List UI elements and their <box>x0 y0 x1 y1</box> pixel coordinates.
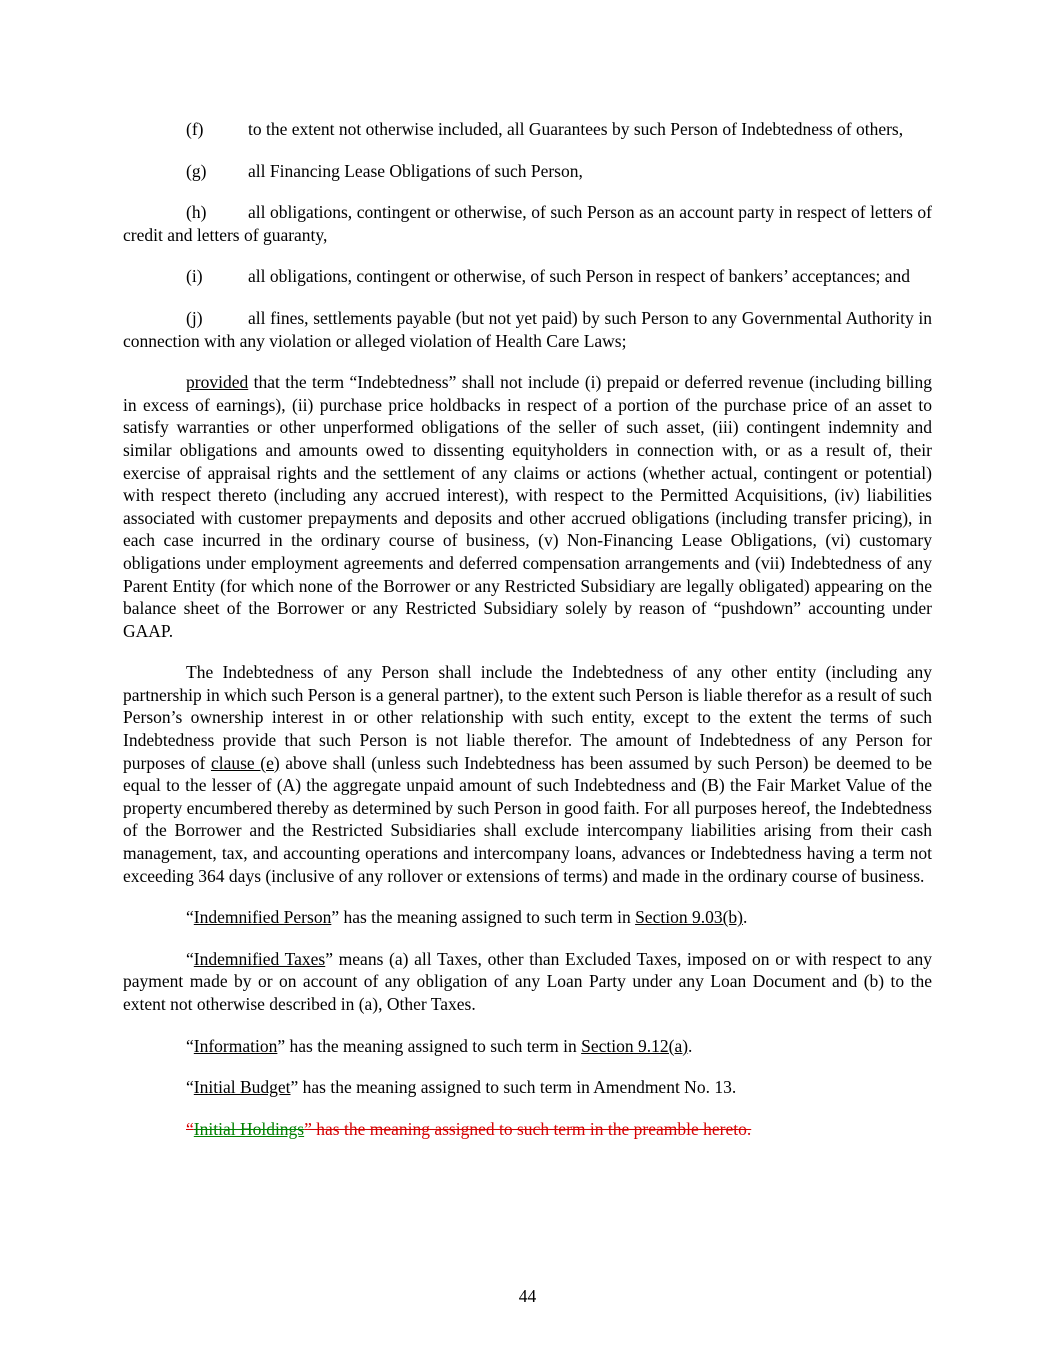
clause-label: (h) <box>186 202 207 223</box>
text-segment: “ <box>186 1035 194 1056</box>
text-segment: ” has the meaning assigned to such term in Amendment No. 13. <box>290 1077 737 1098</box>
text-segment: ” has the meaning assigned to such term in the preamble hereto. <box>304 1118 752 1139</box>
defined-term: Section 9.12(a) <box>581 1035 689 1056</box>
text-segment: “ <box>186 1118 194 1139</box>
text-segment: ” has the meaning assigned to such term in <box>331 907 636 928</box>
text-segment: The Indebtedness of any Person shall include the Indebtedness of any other entity (including any partnership in which such Person is a general partner), to the extent such Person is liable therefor as a result of such Person’s ownership interest in or other relationship with such entity, except to the extent the terms of such Indebtedness provide that such Person is not liable therefor. The amount of Indebtedness of any Person for purposes of <box>123 662 932 773</box>
defined-term: Indemnified Taxes <box>193 948 326 969</box>
text-segment: all Financing Lease Obligations of such Person, <box>248 160 583 181</box>
page-footer <box>0 1286 1055 1307</box>
clause-h <box>123 201 932 246</box>
clause-i <box>123 265 932 288</box>
text-segment: that the term “Indebtedness” shall not include (i) prepaid or deferred revenue (including billing in excess of earnings), (ii) purchase price holdbacks in respect of a portion of the purchase price of an asset to satisfy warranties or other unperformed obligations of the seller of such asset, (iii) contingent indemnity and similar obligations and amounts owed to dissenting equityholders in connection with, or as a result of, their exercise of appraisal rights and the settlement of any claims or actions (whether actual, contingent or potential) with respect thereto (including any accrued interest), with respect to the Permitted Acquisitions, (iv) liabilities associated with customer prepayments and deposits and other accrued obligations (including transfer pricing), in each case incurred in the ordinary course of business, (v) Non-Financing Lease Obligations, (vi) customary obligations under employment agreements and deferred compensation arrangements and (vii) Indebtedness of any Parent Entity (for which none of the Borrower or any Restricted Subsidiary are legally obligated) appearing on the balance sheet of the Borrower or any Restricted Subsidiary solely by reason of “pushdown” accounting under GAAP. <box>123 372 932 641</box>
clause-f <box>123 118 932 141</box>
clause-label: (j) <box>186 307 203 328</box>
text-segment: “ <box>186 907 194 928</box>
text-segment: . <box>742 907 748 928</box>
clause-j <box>123 307 932 352</box>
clause-label: (i) <box>186 266 203 287</box>
definition-information <box>123 1035 932 1058</box>
text-segment: “ <box>186 1077 194 1098</box>
defined-term: Indemnified Person <box>193 907 332 928</box>
defined-term: Initial Holdings <box>193 1118 305 1139</box>
text-segment: “ <box>186 948 194 969</box>
proviso-paragraph <box>123 371 932 642</box>
text-segment: above shall (unless such Indebtedness has been assumed by such Person) be deemed to be equal to the lesser of (A) the aggregate unpaid amount of such Indebtedness and (B) the Fair Market Value of the property encumbered thereby as determined by such Person in good faith. For all purposes hereof, the Indebtedness of the Borrower and the Restricted Subsidiaries shall exclude intercompany liabilities arising from their cash management, tax, and accounting operations and intercompany loans, advances or Indebtedness having a term not exceeding 364 days (inclusive of any rollover or extensions of terms) and made in the ordinary course of business. <box>123 752 933 886</box>
text-segment: all fines, settlements payable (but not yet paid) by such Person to any Governmental Authority in connection with any violation or alleged violation of Health Care Laws; <box>123 307 932 351</box>
text-segment: all obligations, contingent or otherwise, of such Person in respect of bankers’ acceptances; and <box>248 266 911 287</box>
text-segment: ” means (a) all Taxes, other than Excluded Taxes, imposed on or with respect to any payment made by or on account of any obligation of any Loan Party under any Loan Document and (b) to the extent not otherwise described in (a), Other Taxes. <box>123 948 932 1014</box>
text-segment: all obligations, contingent or otherwise, of such Person as an account party in respect of letters of credit and letters of guaranty, <box>123 202 932 245</box>
defined-term: clause (e) <box>210 752 280 773</box>
page-number: 44 <box>518 1286 537 1306</box>
definition-indemnified-person <box>123 906 932 929</box>
document-body <box>123 118 932 1140</box>
defined-term: Initial Budget <box>193 1077 291 1098</box>
definition-initial-holdings-deleted <box>123 1118 932 1141</box>
defined-term: provided <box>186 372 249 393</box>
indebtedness-inclusion-paragraph <box>123 661 932 887</box>
clause-label: (g) <box>186 160 207 181</box>
clause-label: (f) <box>186 119 204 139</box>
text-segment: ” has the meaning assigned to such term in <box>277 1035 582 1056</box>
defined-term: Information <box>193 1035 278 1056</box>
text-segment: . <box>688 1035 693 1056</box>
defined-term: Section 9.03(b) <box>635 907 743 928</box>
definition-initial-budget <box>123 1076 932 1099</box>
text-segment: to the extent not otherwise included, all Guarantees by such Person of Indebtedness of others, <box>248 119 904 139</box>
clause-g <box>123 160 932 183</box>
definition-indemnified-taxes <box>123 948 932 1016</box>
